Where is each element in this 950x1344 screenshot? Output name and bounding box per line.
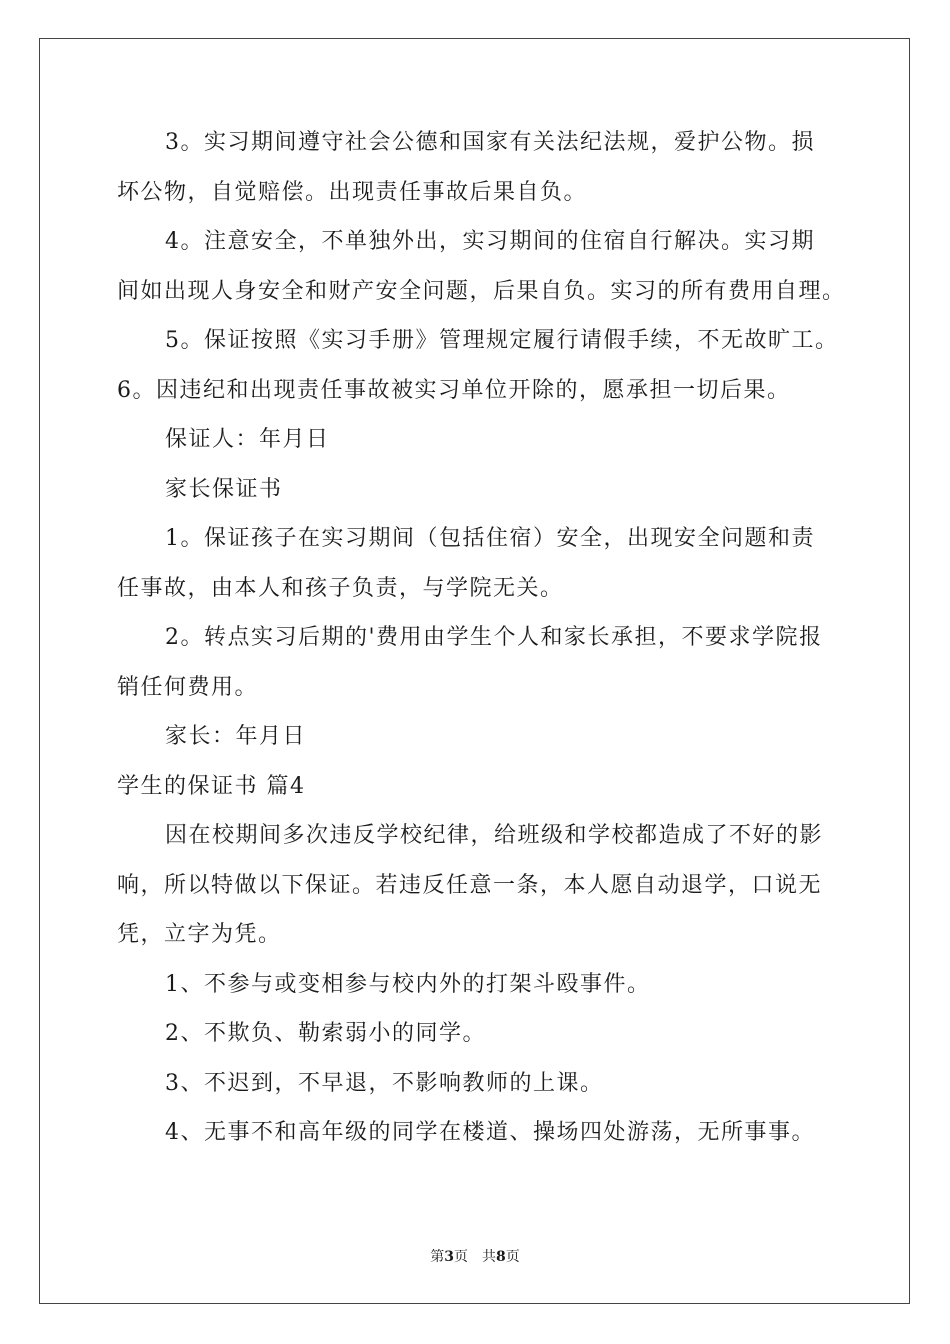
signature-line: 保证人：年月日 [165, 427, 330, 452]
paragraph-line: 任事故，由本人和孩子负责，与学院无关。 [117, 576, 564, 601]
paragraph-line: 3。实习期间遵守社会公德和国家有关法纪法规，爱护公物。损 [165, 130, 815, 155]
page-footer [0, 1247, 950, 1267]
paragraph-line: 5。保证按照《实习手册》管理规定履行请假手续，不无故旷工。 [165, 328, 839, 353]
footer-page-unit: 页 [454, 1249, 468, 1265]
footer-total-unit: 页 [505, 1249, 520, 1265]
total-page-count: 8 [496, 1249, 506, 1265]
paragraph-line: 6。因违纪和出现责任事故被实习单位开除的，愿承担一切后果。 [117, 378, 791, 403]
list-item: 2、不欺负、勒索弱小的同学。 [165, 1021, 486, 1046]
paragraph-line: 坏公物，自觉赔偿。出现责任事故后果自负。 [117, 180, 588, 205]
signature-line: 家长：年月日 [165, 724, 307, 749]
footer-prefix: 第 [430, 1249, 445, 1265]
list-item: 1、不参与或变相参与校内外的打架斗殴事件。 [165, 972, 651, 997]
paragraph-line: 间如出现人身安全和财产安全问题，后果自负。实习的所有费用自理。 [117, 279, 846, 304]
paragraph-line: 1。保证孩子在实习期间（包括住宿）安全，出现安全问题和责 [165, 526, 815, 551]
list-item: 3、不迟到，不早退，不影响教师的上课。 [165, 1071, 604, 1096]
paragraph-line: 4。注意安全，不单独外出，实习期间的住宿自行解决。实习期 [165, 229, 815, 254]
list-item: 4、无事不和高年级的同学在楼道、操场四处游荡，无所事事。 [165, 1120, 815, 1145]
footer-total-prefix: 共 [482, 1249, 496, 1265]
current-page-number: 3 [444, 1249, 454, 1265]
paragraph-line: 因在校期间多次违反学校纪律，给班级和学校都造成了不好的影 [165, 823, 824, 848]
paragraph-line: 2。转点实习后期的'费用由学生个人和家长承担，不要求学院报 [165, 625, 823, 650]
paragraph-line: 凭，立字为凭。 [117, 922, 282, 947]
section-heading: 家长保证书 [165, 477, 283, 502]
paragraph-line: 销任何费用。 [117, 675, 259, 700]
section-title: 学生的保证书 篇4 [117, 774, 306, 799]
paragraph-line: 响，所以特做以下保证。若违反任意一条，本人愿自动退学，口说无 [117, 873, 823, 898]
